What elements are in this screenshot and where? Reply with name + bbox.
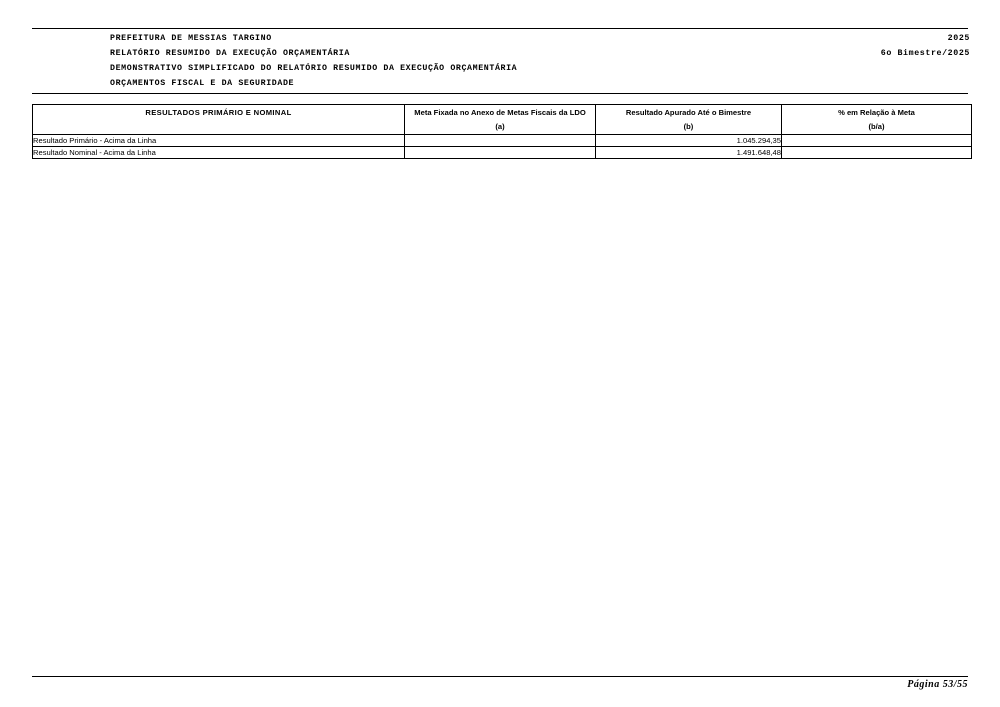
header-line-4: [110, 76, 970, 91]
header-line-3: [110, 61, 970, 76]
row-resultado-value: 1.491.648,48: [596, 147, 782, 159]
header-line-1: [110, 31, 970, 46]
table-body: [33, 135, 972, 159]
column-header-percentual-sub: (b/a): [868, 122, 885, 131]
column-header-resultado-sub: (b): [683, 122, 694, 131]
table-row: [33, 147, 972, 159]
row-description: Resultado Primário - Acima da Linha: [33, 135, 405, 147]
header-top-divider: [32, 28, 968, 29]
row-percentual-value: [782, 147, 972, 159]
header-line-2: [110, 46, 970, 61]
column-header-resultado: [596, 105, 782, 135]
period-label: 6o Bimestre/2025: [880, 49, 970, 58]
column-header-percentual: [782, 105, 972, 135]
row-percentual-value: [782, 135, 972, 147]
results-table-wrapper: [32, 104, 969, 159]
report-subtitle: DEMONSTRATIVO SIMPLIFICADO DO RELATÓRIO RESUMIDO DA EXECUÇÃO ORÇAMENTÁRIA: [110, 64, 518, 73]
budget-scope: ORÇAMENTOS FISCAL E DA SEGURIDADE: [110, 79, 295, 88]
row-meta-value: [405, 147, 596, 159]
report-title: RELATÓRIO RESUMIDO DA EXECUÇÃO ORÇAMENTÁRIA: [110, 49, 350, 58]
entity-name: PREFEITURA DE MESSIAS TARGINO: [110, 34, 272, 43]
table-head: [33, 105, 972, 135]
header-bottom-divider: [32, 93, 968, 94]
exercise-year: 2025: [947, 34, 970, 43]
column-header-resultado-title: Resultado Apurado Até o Bimestre: [625, 108, 752, 117]
column-header-description: [33, 105, 405, 135]
column-header-percentual-title: % em Relação à Meta: [838, 108, 915, 117]
column-header-description-title: RESULTADOS PRIMÁRIO E NOMINAL: [145, 108, 292, 117]
row-description: Resultado Nominal - Acima da Linha: [33, 147, 405, 159]
row-resultado-value: 1.045.294,35: [596, 135, 782, 147]
results-table: [32, 104, 972, 159]
page-number: Página 53/55: [907, 679, 968, 690]
document-header: [110, 31, 970, 91]
column-header-meta-sub: (a): [495, 122, 505, 131]
column-header-meta: [405, 105, 596, 135]
column-header-meta-title: Meta Fixada no Anexo de Metas Fiscais da LDO: [414, 108, 586, 117]
row-meta-value: [405, 135, 596, 147]
table-row: [33, 135, 972, 147]
footer-divider: [32, 676, 968, 677]
table-header-row: [33, 105, 972, 135]
